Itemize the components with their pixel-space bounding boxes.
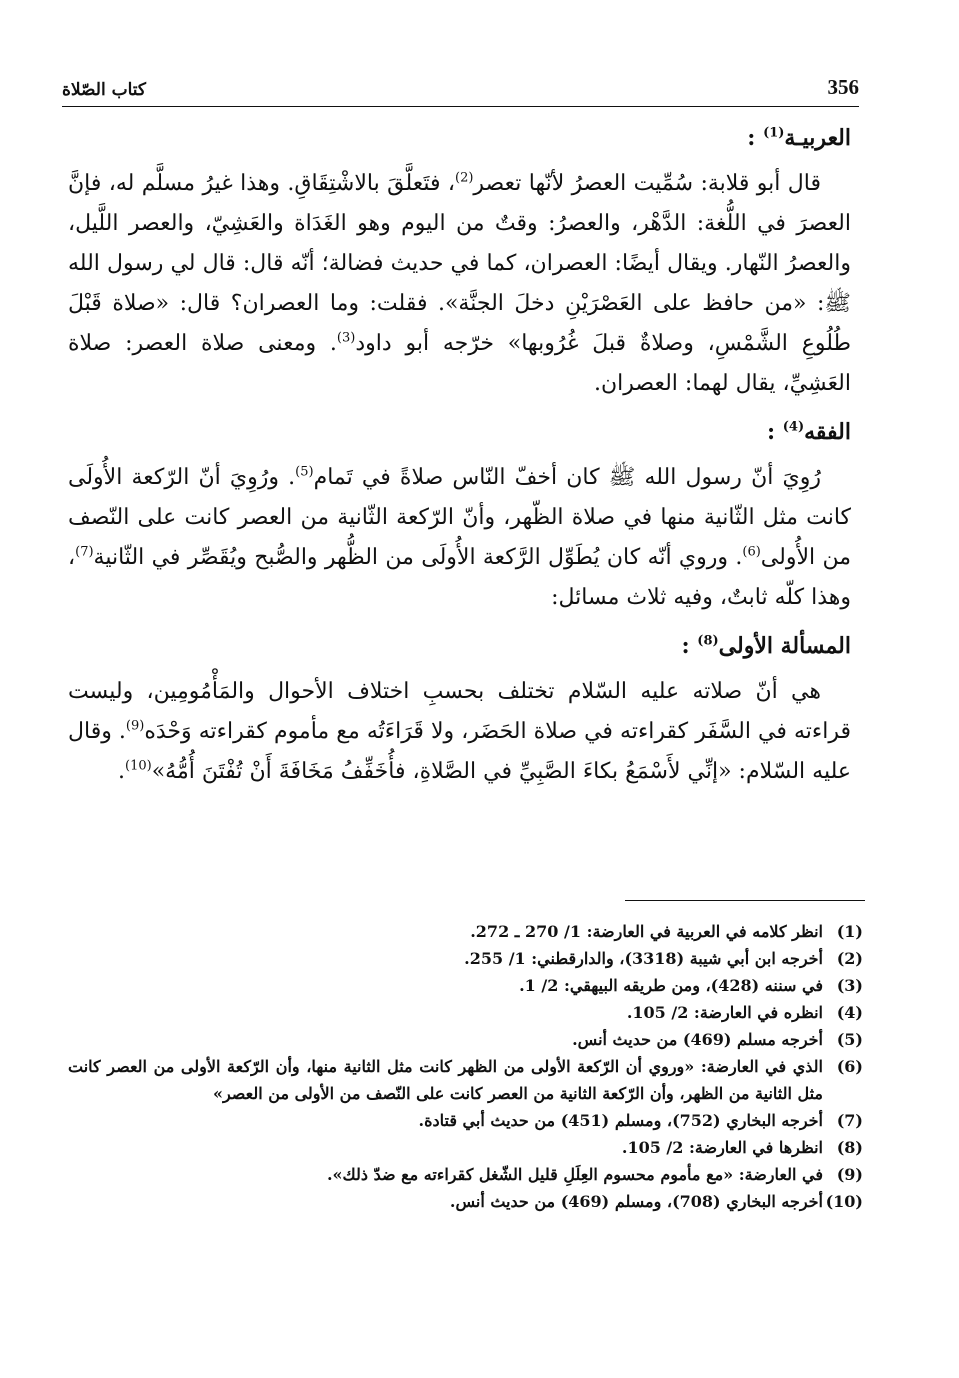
footnote-text: في سننه (428)، ومن طريقه البيهقي: 2/ 1. [519,976,823,995]
footnote-number: (7) [836,1111,863,1130]
footnote-number: (10) [825,1192,863,1211]
footnote-text: انظره في العارضة: 2/ 105. [626,1003,823,1022]
footnote-ref: (1) [763,125,785,141]
paragraph-masala [68,672,851,792]
header-divider [62,106,859,107]
footnote-ref: (7) [75,544,94,560]
footnote-ref: (2) [454,170,474,186]
text-run: . ورُوِيَ أنّ الرّكعة الأُولَى كانت مثل الثّانية منها في صلاة الظّهر، وأنّ الرّكعة الثّانية من العصر كانت على النّصف من الأُولى [68,465,851,570]
text-run: قال أبو قلابة: سُمِّيت العصرُ لأنّها تعصر [473,171,821,196]
paragraph-fiqh [68,458,851,618]
footnote-number: (6) [836,1057,863,1076]
footnote [68,972,863,999]
heading-suffix: : [766,419,783,445]
footnote-ref: (4) [782,419,805,435]
footnote [68,1026,863,1053]
footnote [68,999,863,1026]
footnote-number: (1) [836,922,863,941]
running-title: كتاب الصّلاة [62,80,147,100]
footnote [68,1188,863,1215]
footnote-ref: (3) [336,330,356,346]
footnote [68,1134,863,1161]
footnote-text: انظر كلامه في العربية في العارضة: 1/ 270 ـ 272. [470,922,823,941]
heading-text: الفقه [804,419,851,445]
text-run: رُوِيَ أنّ رسول الله ﷺ كان أخفّ النّاس صلاةً في تَمام [313,465,821,490]
footnote-text: أخرجه البخاري (708)، ومسلم (469) من حديث أنس. [449,1192,823,1211]
footnote-number: (2) [836,949,863,968]
footnote-number: (9) [836,1165,863,1184]
footnote [68,1107,863,1134]
footnote-ref: (8) [697,633,719,649]
footnote-number: (8) [836,1138,863,1157]
page-header [62,66,859,100]
text-run: ، وهذا كلّه ثابتٌ، وفيه ثلاث مسائل: [68,545,851,610]
heading-suffix: : [747,125,764,151]
main-text [68,112,851,798]
footnote-text: أخرجه مسلم (469) من حديث أنس. [572,1030,823,1049]
footnote-number: (5) [836,1030,863,1049]
footnote [68,945,863,972]
footnote [68,1053,863,1107]
section-heading-masala [68,624,851,668]
footnotes [68,918,863,1215]
footnote-text: أخرجه ابن أبي شيبة (3318)، والدارقطني: 1/ 255. [464,949,823,968]
footnote [68,1161,863,1188]
heading-text: العربيـة [784,125,851,151]
footnote-ref: (5) [295,464,314,480]
text-run: هي أنّ صلاته عليه السّلام تختلف بحسبِ اختلاف الأحوال والمَأْمُومِين، وليست قراءته في السَّفَر كقراءته في صلاة الحَضَر، ولا قَرَاءَتُه مع مأموم كقراءته وَحْدَه [68,679,851,744]
footnote-ref: (10) [125,758,152,774]
page-number: 356 [827,75,859,99]
footnote-ref: (6) [742,544,761,560]
heading-text: المسألة الأولى [718,633,851,659]
section-heading-arabiya [68,116,851,160]
footnote-text: انظرها في العارضة: 2/ 105. [621,1138,823,1157]
heading-suffix: : [681,633,698,659]
text-run: . وروي أنّه كان يُطَوِّل الرَّكعة الأُولَى من الظُّهر والصُّبح ويُقَصِّر في الثّانية [93,545,743,570]
footnote-divider [625,900,865,901]
footnote-text: في العارضة: «مع مأموم محسوم العِلَلِ قليل الشّغل كقراءته مع ضدّ ذلك». [326,1165,823,1184]
text-run: . [118,759,126,784]
footnote-number: (4) [836,1003,863,1022]
footnote-text: الذي في العارضة: «وروي أن الرّكعة الأولى من الظهر كانت مثل الثانية منها، وأن الرّكعة الأولى من العصر كانت مثل الثانية من الظهر، وأن الرّكعة الثانية من العصر كانت على النّصف من الأولى من العصر» [68,1057,823,1103]
text-run: . وقال عليه السّلام: «إنِّي لأَسْمَعُ بكاءَ الصَّبِيِّ في الصَّلاةِ، فأُخَفِّفُ مَخَافَةَ أَنْ تُفْتَنَ أُمُّهُ» [68,719,851,784]
footnote-ref: (9) [125,718,145,734]
footnote-number: (3) [836,976,863,995]
footnote [68,918,863,945]
footnote-text: أخرجه البخاري (752)، ومسلم (451) من حديث أبي قتادة. [418,1111,823,1130]
paragraph-arabiya [68,164,851,404]
section-heading-fiqh [68,410,851,454]
text-run: ، فتَعلَّقَ بالاشْتِقَاقِ. وهذا غيرُ مسلَّم له، فإنَّ العصرَ في اللُّغة: الدَّهْر، والعصرُ: وقتٌ من اليوم وهو الغَدَاة والعَشِيّ، والعصر اللَّيل، والعصرُ النّهار. ويقال أيضًا: العصران، كما في حديث فضالة؛ أنّه قال: قال لي رسول الله ﷺ: «من حافظ على العَصْرَيْنِ دخلَ الجنَّة». فقلت: وما العصران؟ قال: «صلاة قَبْلَ طُلُوعِ الشَّمْسِ، وصلاةٌ قبلَ غُرُوبها» خرّجه أبو داود [68,171,851,356]
text-run: . ومعنى صلاة العصر: صلاة العَشِيِّ، يقال لهما: العصران. [68,331,851,396]
